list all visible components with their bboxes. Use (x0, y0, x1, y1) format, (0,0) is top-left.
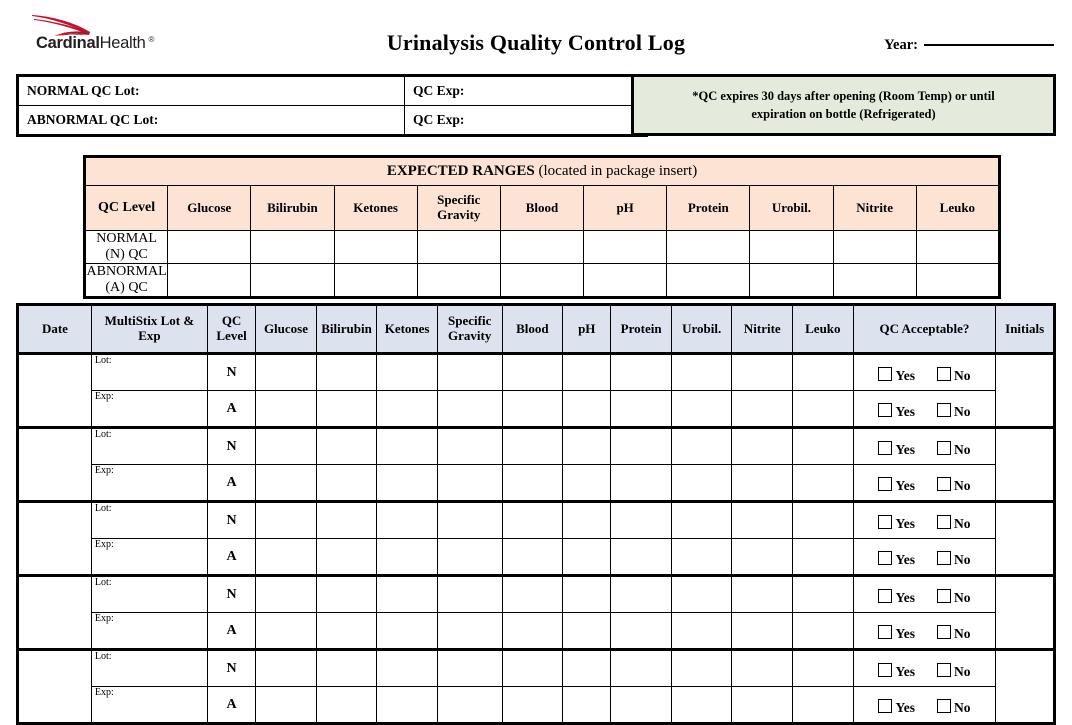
checkbox-no[interactable] (937, 699, 951, 713)
checkbox-yes-label: Yes (895, 552, 915, 567)
expected-ranges-value-cell[interactable] (584, 231, 667, 264)
registered-trademark-icon: ® (148, 34, 155, 44)
qc-log-result-cell[interactable] (502, 465, 563, 502)
qc-log-result-cell[interactable] (671, 354, 732, 391)
qc-log-result-cell[interactable] (256, 576, 317, 613)
qc-log-result-cell[interactable] (316, 354, 377, 391)
qc-log-result-cell[interactable] (611, 650, 672, 687)
qc-log-row-abnormal (18, 539, 1055, 576)
expected-ranges-col-urobil: Urobil. (750, 186, 833, 231)
qc-log-result-cell[interactable] (671, 428, 732, 465)
qc-log-result-cell[interactable] (316, 391, 377, 428)
qc-log-result-cell[interactable] (316, 613, 377, 650)
page-title: Urinalysis Quality Control Log (386, 30, 686, 55)
expected-ranges-col-qc-level: QC Level (85, 186, 168, 231)
qc-log-result-cell[interactable] (611, 354, 672, 391)
qc-log-result-cell[interactable] (563, 539, 611, 576)
qc-log-result-cell[interactable] (377, 687, 438, 724)
expected-ranges-col-ketones: Ketones (334, 186, 417, 231)
checkbox-no-label: No (953, 626, 971, 641)
qc-log-date-cell[interactable] (18, 354, 92, 428)
qc-log-result-cell[interactable] (256, 687, 317, 724)
qc-lot-info-table (16, 74, 648, 137)
qc-log-result-cell[interactable] (377, 650, 438, 687)
checkbox-no-label: No (953, 552, 971, 567)
qc-log-col-nitrite: Nitrite (732, 305, 793, 354)
expected-ranges-col-blood: Blood (500, 186, 583, 231)
multistix-exp-cell[interactable]: Exp: (91, 687, 207, 724)
qc-log-result-cell[interactable] (793, 391, 854, 428)
qc-log-initials-cell[interactable] (996, 650, 1055, 724)
qc-log-result-cell[interactable] (793, 428, 854, 465)
qc-log-result-cell[interactable] (732, 465, 793, 502)
qc-log-result-cell[interactable] (316, 502, 377, 539)
qc-log-result-cell[interactable] (732, 502, 793, 539)
qc-log-date-cell[interactable] (18, 502, 92, 576)
qc-log-result-cell[interactable] (502, 428, 563, 465)
expected-ranges-level-normal: NORMAL (N) QC (85, 231, 168, 264)
qc-log-result-cell[interactable] (793, 354, 854, 391)
qc-log-result-cell[interactable] (671, 539, 732, 576)
qc-log-result-cell[interactable] (502, 687, 563, 724)
checkbox-no[interactable] (937, 625, 951, 639)
qc-level-abnormal-marker: A (207, 613, 255, 650)
qc-log-result-cell[interactable] (437, 465, 502, 502)
qc-log-result-cell[interactable] (671, 391, 732, 428)
year-label: Year: (884, 37, 918, 53)
expected-ranges-value-cell[interactable] (916, 264, 999, 298)
qc-log-result-cell[interactable] (611, 613, 672, 650)
qc-level-normal-marker: N (207, 576, 255, 613)
checkbox-no-label: No (953, 442, 971, 457)
expected-ranges-value-cell[interactable] (417, 264, 500, 298)
qc-log-col-ph: pH (563, 305, 611, 354)
qc-log-table (16, 303, 1056, 725)
qc-log-result-cell[interactable] (563, 428, 611, 465)
qc-log-col-qc-level: QC Level (207, 305, 255, 354)
qc-log-result-cell[interactable] (793, 502, 854, 539)
qc-log-col-glucose: Glucose (256, 305, 317, 354)
qc-log-result-cell[interactable] (437, 502, 502, 539)
multistix-lot-cell[interactable]: Lot: (91, 650, 207, 687)
qc-lot-info-section (16, 74, 1056, 136)
qc-log-initials-cell[interactable] (996, 354, 1055, 428)
expected-ranges-title-note: (located in package insert) (534, 163, 698, 179)
expected-ranges-col-bilirubin: Bilirubin (251, 186, 334, 231)
expected-ranges-value-cell[interactable] (168, 231, 251, 264)
checkbox-no[interactable] (937, 515, 951, 529)
page-header (0, 0, 1072, 70)
expected-ranges-value-cell[interactable] (500, 231, 583, 264)
qc-log-header-row (18, 305, 1055, 354)
qc-level-normal-marker: N (207, 428, 255, 465)
checkbox-no-label: No (953, 590, 971, 605)
checkbox-no-label: No (953, 404, 971, 419)
qc-log-result-cell[interactable] (793, 650, 854, 687)
year-field[interactable] (884, 37, 1054, 54)
qc-log-result-cell[interactable] (793, 576, 854, 613)
qc-log-result-cell[interactable] (437, 354, 502, 391)
qc-acceptable-cell (853, 354, 996, 391)
qc-log-result-cell[interactable] (611, 391, 672, 428)
checkbox-yes-label: Yes (895, 664, 915, 679)
checkbox-yes[interactable] (878, 589, 892, 603)
qc-acceptable-cell (853, 650, 996, 687)
expected-ranges-value-cell[interactable] (916, 231, 999, 264)
qc-log-result-cell[interactable] (611, 687, 672, 724)
qc-log-result-cell[interactable] (316, 428, 377, 465)
qc-log-date-cell[interactable] (18, 576, 92, 650)
checkbox-no-label: No (953, 368, 971, 383)
expected-ranges-title-row (85, 157, 1000, 186)
expected-ranges-value-cell[interactable] (750, 231, 833, 264)
qc-log-col-urobil: Urobil. (671, 305, 732, 354)
expected-ranges-value-cell[interactable] (833, 264, 916, 298)
expected-ranges-value-cell[interactable] (500, 264, 583, 298)
expected-ranges-level-abnormal: ABNORMAL (A) QC (85, 264, 168, 298)
expected-ranges-section (83, 155, 1001, 299)
qc-expiration-note-line2: expiration on bottle (Refrigerated) (751, 107, 936, 121)
expected-ranges-value-cell[interactable] (667, 231, 750, 264)
qc-log-result-cell[interactable] (732, 576, 793, 613)
qc-log-result-cell[interactable] (316, 539, 377, 576)
qc-log-col-initials: Initials (996, 305, 1055, 354)
expected-ranges-value-cell[interactable] (251, 231, 334, 264)
qc-log-section (16, 303, 1056, 725)
checkbox-yes[interactable] (878, 367, 892, 381)
qc-log-row-abnormal (18, 391, 1055, 428)
qc-expiration-note-line1: *QC expires 30 days after opening (Room Temp) or until (692, 88, 995, 103)
checkbox-no[interactable] (937, 477, 951, 491)
logo-word-health: Health (99, 34, 146, 52)
qc-log-result-cell[interactable] (502, 613, 563, 650)
qc-log-row-normal (18, 576, 1055, 613)
expected-ranges-value-cell[interactable] (417, 231, 500, 264)
checkbox-no[interactable] (937, 663, 951, 677)
qc-acceptable-cell (853, 687, 996, 724)
qc-log-result-cell[interactable] (316, 650, 377, 687)
qc-log-result-cell[interactable] (502, 354, 563, 391)
qc-acceptable-cell (853, 465, 996, 502)
qc-log-row-normal (18, 650, 1055, 687)
qc-log-result-cell[interactable] (563, 354, 611, 391)
checkbox-no[interactable] (937, 367, 951, 381)
qc-log-result-cell[interactable] (316, 687, 377, 724)
checkbox-yes[interactable] (878, 625, 892, 639)
multistix-lot-cell[interactable]: Lot: (91, 354, 207, 391)
qc-log-col-multistix-lot-exp: MultiStix Lot & Exp (91, 305, 207, 354)
qc-log-result-cell[interactable] (732, 354, 793, 391)
expected-ranges-value-cell[interactable] (750, 264, 833, 298)
multistix-exp-cell[interactable]: Exp: (91, 613, 207, 650)
qc-log-result-cell[interactable] (563, 613, 611, 650)
qc-log-result-cell[interactable] (502, 502, 563, 539)
qc-log-result-cell[interactable] (437, 650, 502, 687)
checkbox-yes-label: Yes (895, 590, 915, 605)
multistix-lot-cell[interactable]: Lot: (91, 428, 207, 465)
qc-log-row-abnormal (18, 687, 1055, 724)
qc-acceptable-cell (853, 539, 996, 576)
multistix-exp-cell[interactable]: Exp: (91, 391, 207, 428)
expected-ranges-value-cell[interactable] (584, 264, 667, 298)
qc-log-result-cell[interactable] (437, 576, 502, 613)
qc-log-result-cell[interactable] (611, 576, 672, 613)
checkbox-no-label: No (953, 478, 971, 493)
qc-log-result-cell[interactable] (732, 687, 793, 724)
normal-qc-lot-row (18, 76, 647, 106)
qc-log-initials-cell[interactable] (996, 428, 1055, 502)
qc-log-result-cell[interactable] (256, 391, 317, 428)
qc-log-result-cell[interactable] (437, 687, 502, 724)
qc-level-normal-marker: N (207, 354, 255, 391)
qc-log-result-cell[interactable] (563, 391, 611, 428)
qc-log-result-cell[interactable] (377, 391, 438, 428)
qc-log-initials-cell[interactable] (996, 502, 1055, 576)
qc-log-result-cell[interactable] (732, 428, 793, 465)
qc-log-result-cell[interactable] (316, 465, 377, 502)
checkbox-yes[interactable] (878, 663, 892, 677)
qc-log-result-cell[interactable] (793, 613, 854, 650)
qc-log-row-normal (18, 502, 1055, 539)
logo-word-cardinal: Cardinal (36, 34, 100, 52)
expected-ranges-title (85, 157, 1000, 186)
year-input-line[interactable] (924, 43, 1054, 46)
qc-acceptable-cell (853, 502, 996, 539)
checkbox-yes-label: Yes (895, 626, 915, 641)
qc-log-result-cell[interactable] (437, 391, 502, 428)
qc-log-result-cell[interactable] (793, 539, 854, 576)
qc-log-result-cell[interactable] (563, 576, 611, 613)
expected-ranges-value-cell[interactable] (168, 264, 251, 298)
qc-log-result-cell[interactable] (502, 539, 563, 576)
qc-log-result-cell[interactable] (563, 465, 611, 502)
abnormal-qc-lot-label-cell[interactable]: ABNORMAL QC Lot: (18, 106, 405, 136)
expected-ranges-title-bold: EXPECTED RANGES (386, 163, 535, 179)
qc-log-header (18, 305, 1055, 354)
qc-log-result-cell[interactable] (377, 539, 438, 576)
checkbox-yes-label: Yes (895, 404, 915, 419)
expected-ranges-value-cell[interactable] (833, 231, 916, 264)
expected-ranges-row (85, 264, 1000, 298)
qc-log-result-cell[interactable] (671, 576, 732, 613)
multistix-exp-cell[interactable]: Exp: (91, 465, 207, 502)
checkbox-yes-label: Yes (895, 516, 915, 531)
checkbox-yes-label: Yes (895, 368, 915, 383)
normal-qc-lot-label-cell[interactable]: NORMAL QC Lot: (18, 76, 405, 106)
qc-log-result-cell[interactable] (793, 687, 854, 724)
qc-log-result-cell[interactable] (316, 576, 377, 613)
qc-log-row-normal (18, 354, 1055, 391)
qc-log-row-abnormal (18, 465, 1055, 502)
qc-level-abnormal-marker: A (207, 539, 255, 576)
qc-log-result-cell[interactable] (256, 428, 317, 465)
qc-log-result-cell[interactable] (502, 576, 563, 613)
qc-log-result-cell[interactable] (256, 613, 317, 650)
qc-log-result-cell[interactable] (732, 391, 793, 428)
qc-log-date-cell[interactable] (18, 428, 92, 502)
qc-log-result-cell[interactable] (377, 428, 438, 465)
qc-level-abnormal-marker: A (207, 465, 255, 502)
qc-log-row-abnormal (18, 613, 1055, 650)
qc-log-result-cell[interactable] (377, 354, 438, 391)
qc-log-result-cell[interactable] (437, 428, 502, 465)
checkbox-no[interactable] (937, 551, 951, 565)
abnormal-qc-lot-row (18, 106, 647, 136)
qc-level-abnormal-marker: A (207, 391, 255, 428)
expected-ranges-column-header-row (85, 186, 1000, 231)
expected-ranges-value-cell[interactable] (334, 264, 417, 298)
multistix-exp-cell[interactable]: Exp: (91, 539, 207, 576)
qc-log-col-leuko: Leuko (793, 305, 854, 354)
qc-acceptable-cell (853, 576, 996, 613)
qc-log-result-cell[interactable] (563, 650, 611, 687)
qc-log-result-cell[interactable] (437, 539, 502, 576)
multistix-lot-cell[interactable]: Lot: (91, 576, 207, 613)
normal-qc-exp-label-cell[interactable]: QC Exp: (405, 76, 647, 106)
expected-ranges-table (83, 155, 1001, 299)
checkbox-yes[interactable] (878, 477, 892, 491)
qc-log-col-blood: Blood (502, 305, 563, 354)
qc-log-result-cell[interactable] (502, 391, 563, 428)
qc-log-result-cell[interactable] (732, 650, 793, 687)
qc-log-col-bilirubin: Bilirubin (316, 305, 377, 354)
checkbox-no[interactable] (937, 589, 951, 603)
expected-ranges-col-glucose: Glucose (168, 186, 251, 231)
qc-log-result-cell[interactable] (437, 613, 502, 650)
qc-log-initials-cell[interactable] (996, 576, 1055, 650)
qc-level-normal-marker: N (207, 502, 255, 539)
qc-log-result-cell[interactable] (671, 613, 732, 650)
qc-log-result-cell[interactable] (256, 502, 317, 539)
qc-log-result-cell[interactable] (671, 650, 732, 687)
qc-log-result-cell[interactable] (611, 465, 672, 502)
qc-level-normal-marker: N (207, 650, 255, 687)
qc-log-result-cell[interactable] (563, 502, 611, 539)
qc-level-abnormal-marker: A (207, 687, 255, 724)
expected-ranges-row (85, 231, 1000, 264)
expected-ranges-col-nitrite: Nitrite (833, 186, 916, 231)
expected-ranges-col-protein: Protein (667, 186, 750, 231)
abnormal-qc-exp-label-cell[interactable]: QC Exp: (405, 106, 647, 136)
expected-ranges-col-specific-gravity: Specific Gravity (417, 186, 500, 231)
checkbox-yes[interactable] (878, 441, 892, 455)
qc-log-result-cell[interactable] (377, 465, 438, 502)
expected-ranges-value-cell[interactable] (667, 264, 750, 298)
qc-log-result-cell[interactable] (502, 650, 563, 687)
qc-log-result-cell[interactable] (671, 465, 732, 502)
qc-acceptable-cell (853, 428, 996, 465)
qc-log-col-date: Date (18, 305, 92, 354)
qc-log-result-cell[interactable] (671, 502, 732, 539)
checkbox-yes[interactable] (878, 551, 892, 565)
qc-log-col-qc-acceptable: QC Acceptable? (853, 305, 996, 354)
checkbox-yes[interactable] (878, 515, 892, 529)
qc-acceptable-cell (853, 391, 996, 428)
qc-log-result-cell[interactable] (611, 539, 672, 576)
checkbox-no-label: No (953, 700, 971, 715)
checkbox-no[interactable] (937, 441, 951, 455)
checkbox-yes-label: Yes (895, 478, 915, 493)
qc-log-result-cell[interactable] (793, 465, 854, 502)
expected-ranges-value-cell[interactable] (251, 264, 334, 298)
checkbox-yes[interactable] (878, 403, 892, 417)
qc-log-result-cell[interactable] (732, 613, 793, 650)
qc-log-result-cell[interactable] (256, 354, 317, 391)
qc-log-result-cell[interactable] (563, 687, 611, 724)
qc-log-result-cell[interactable] (256, 539, 317, 576)
qc-log-col-specific-gravity: Specific Gravity (437, 305, 502, 354)
qc-log-col-ketones: Ketones (377, 305, 438, 354)
qc-log-result-cell[interactable] (377, 576, 438, 613)
qc-log-col-protein: Protein (611, 305, 672, 354)
qc-log-result-cell[interactable] (256, 465, 317, 502)
qc-log-result-cell[interactable] (611, 428, 672, 465)
checkbox-yes-label: Yes (895, 700, 915, 715)
expected-ranges-col-leuko: Leuko (916, 186, 999, 231)
expected-ranges-value-cell[interactable] (334, 231, 417, 264)
qc-log-result-cell[interactable] (671, 687, 732, 724)
checkbox-no-label: No (953, 664, 971, 679)
checkbox-yes[interactable] (878, 699, 892, 713)
qc-log-result-cell[interactable] (611, 502, 672, 539)
qc-log-row-normal (18, 428, 1055, 465)
qc-log-result-cell[interactable] (377, 502, 438, 539)
qc-log-result-cell[interactable] (732, 539, 793, 576)
multistix-lot-cell[interactable]: Lot: (91, 502, 207, 539)
qc-acceptable-cell (853, 613, 996, 650)
checkbox-no[interactable] (937, 403, 951, 417)
checkbox-yes-label: Yes (895, 442, 915, 457)
expected-ranges-col-ph: pH (584, 186, 667, 231)
qc-log-result-cell[interactable] (377, 613, 438, 650)
qc-log-date-cell[interactable] (18, 650, 92, 724)
checkbox-no-label: No (953, 516, 971, 531)
qc-expiration-note (631, 74, 1056, 136)
qc-log-result-cell[interactable] (256, 650, 317, 687)
